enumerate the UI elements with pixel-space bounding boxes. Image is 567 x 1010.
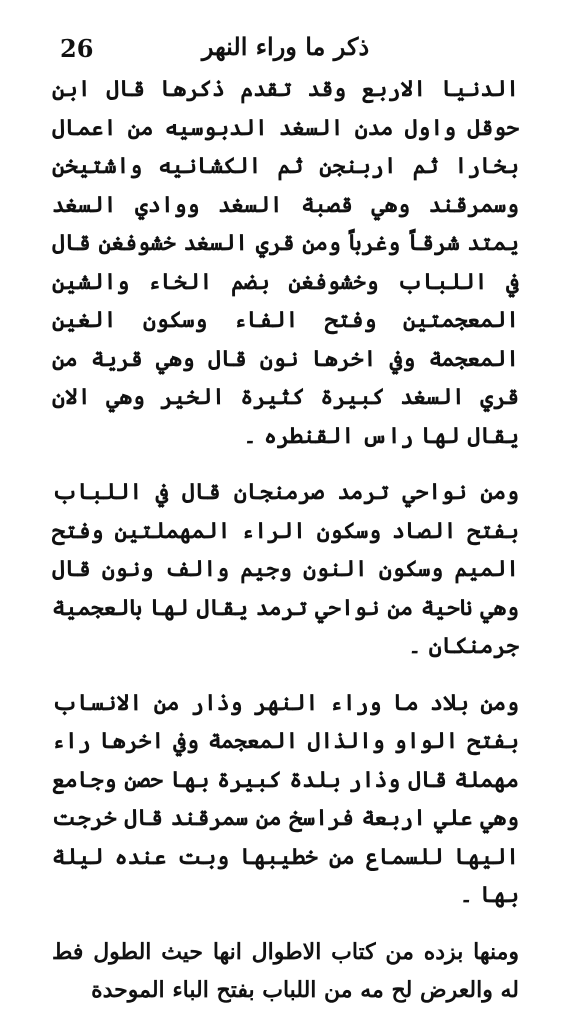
paragraph-2: ومن نواحي ترمد صرمنجان قال في اللباب بفتح الصاد وسكون الراء المهملتين وفتح الميم وسكون النون وجيم والف ونون قال وهي ناحية من نواحي ترمد يقال لها بالعجمية جرمنكان ۔	[52, 479, 519, 659]
body-text	[52, 70, 519, 1010]
page-header	[52, 28, 519, 70]
paragraph-3: ومن بلاد ما وراء النهر وذار من الانساب بفتح الواو والذال المعجمة وفي اخرها راء مهملة قال وذار بلدة كبيرة بها حصن وجامع وهي علي اربعة فراسخ من سمرقند قال خرجت اليها للسماع من خطيبها وبت عنده ليلة بها ۔	[52, 689, 519, 908]
paragraph-1: الدنيا الاربع وقد تقدم ذكرها قال ابن حوقل واول مدن السغد الدبوسيه من اعمال بخارا ثم اربنجن ثم الكشانيه واشتيخن وسمرقند وهي قصبة السغد ووادي السغد يمتد شرقاً وغرباً ومن قري السغد خشوفغن قال في اللباب وخشوفغن بضم الخاء والشين المعجمتين وفتح الفاء وسكون الغين المعجمة وفي اخرها نون قال وهي قرية من قري السغد كبيرة كثيرة الخير وهي الان يقال لها راس القنطره ۔	[52, 76, 519, 449]
paragraph-4: ومنها بزده من كتاب الاطوال انها حيث الطول فط له والعرض لح مه من اللباب بفتح الباء الموحدة	[52, 938, 519, 1003]
running-head: ذكر ما وراء النهر	[201, 32, 370, 61]
page-number: 26	[60, 34, 94, 63]
